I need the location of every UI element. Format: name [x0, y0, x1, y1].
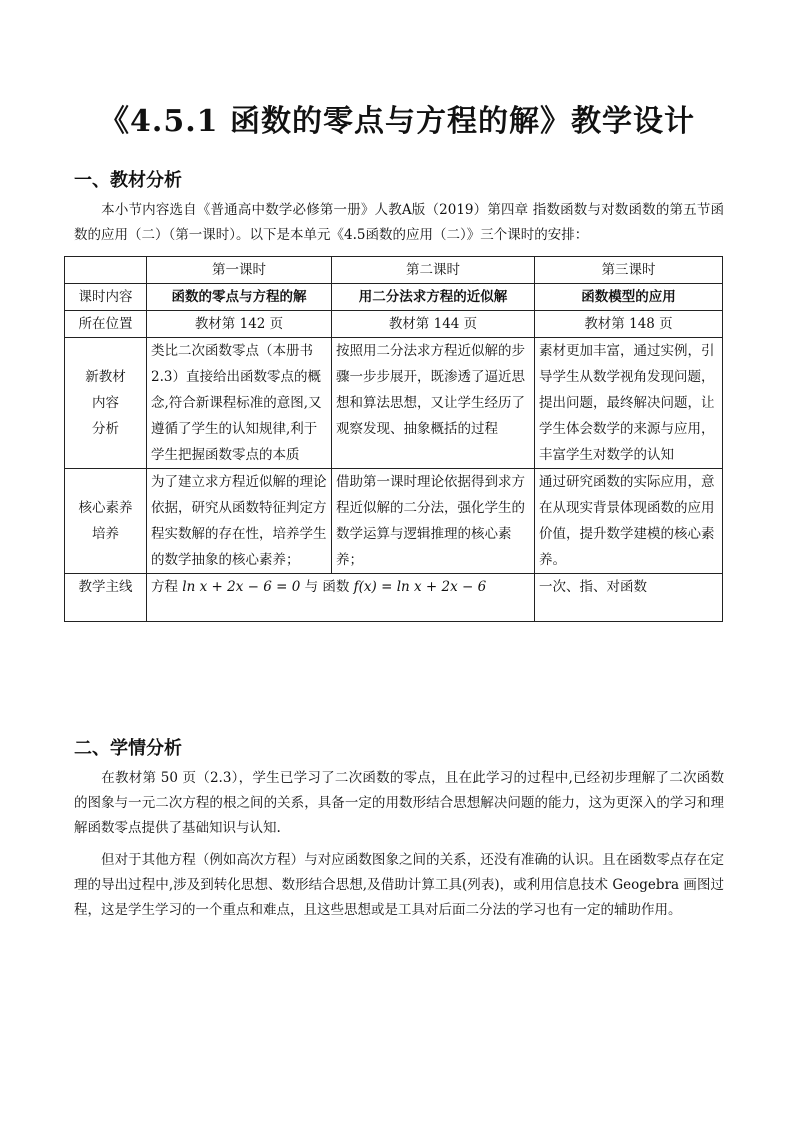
- table-cell: 用二分法求方程的近似解: [332, 284, 535, 311]
- table-cell: 借助第一课时理论依据得到求方程近似解的二分法，强化学生的数学运算与逻辑推理的核心素养；: [332, 469, 535, 574]
- paragraph-text: 在教材第 50 页（2.3），学生已学习了二次函数的零点，且在此学习的过程中,已经初步理解了二次函数的图象与一元二次方程的根之间的关系，具备一定的用数形结合思想解决问题的能力，这为更深入的学习和理解函数零点提供了基础知识与认知.: [74, 770, 724, 836]
- learning-paragraph-1: [74, 766, 724, 841]
- function-formula: f(x) = ln x + 2x − 6: [353, 579, 487, 595]
- table-cell: 函数模型的应用: [535, 284, 723, 311]
- table-header-row: [65, 257, 723, 284]
- main-line-prefix: 方程: [151, 579, 178, 595]
- document-title: 《4.5.1 函数的零点与方程的解》教学设计: [99, 104, 695, 139]
- table-row: [65, 574, 723, 622]
- row-label: [65, 338, 147, 469]
- table-header-cell: 第一课时: [147, 257, 332, 284]
- table-cell: 类比二次函数零点（本册书2.3）直接给出函数零点的概念,符合新课程标准的意图,又遵循了学生的认知规律,利于学生把握函数零点的本质: [147, 338, 332, 469]
- row-label-line: 内容: [92, 395, 119, 411]
- intro-text: 本小节内容选自《普通高中数学必修第一册》人教A版（2019）第四章 指数函数与对数函数的第五节函数的应用（二）（第一课时）。以下是本单元《4.5函数的应用（二）》三个课时的安排：: [74, 202, 724, 243]
- row-label: 所在位置: [65, 311, 147, 338]
- table-header-cell: 第二课时: [332, 257, 535, 284]
- lesson-table: [64, 256, 723, 622]
- table-cell: 函数的零点与方程的解: [147, 284, 332, 311]
- intro-paragraph: [74, 198, 724, 248]
- table-cell: 通过研究函数的实际应用，意在从现实背景体现函数的应用价值，提升数学建模的核心素养。: [535, 469, 723, 574]
- table-header-cell: [65, 257, 147, 284]
- row-label-line: 新教材: [85, 369, 126, 385]
- table-row: [65, 284, 723, 311]
- table-cell: 一次、指、对函数: [535, 574, 723, 622]
- row-label-line: 培养: [92, 526, 119, 542]
- table-row: [65, 311, 723, 338]
- table-cell: 教材第 144 页: [332, 311, 535, 338]
- table-row: [65, 469, 723, 574]
- learning-paragraph-2: [74, 848, 724, 923]
- row-label-line: 核心素养: [78, 500, 133, 516]
- main-line-mid: 与 函数: [304, 579, 350, 595]
- table-cell: 为了建立求方程近似解的理论依据，研究从函数特征判定方程实数解的存在性，培养学生的数学抽象的核心素养；: [147, 469, 332, 574]
- table-row: [65, 338, 723, 469]
- section-heading-textbook-analysis: 一、教材分析: [74, 170, 182, 191]
- table-cell: 教材第 142 页: [147, 311, 332, 338]
- paragraph-text: 但对于其他方程（例如高次方程）与对应函数图象之间的关系，还没有准确的认识。且在函数零点存在定理的导出过程中,涉及到转化思想、数形结合思想,及借助计算工具(列表)，或利用信息技术 Geogebra 画图过程，这是学生学习的一个重点和难点，且这些思想或是工具对后面二分法的学习也有一定的辅助作用。: [74, 852, 724, 918]
- row-label: [65, 469, 147, 574]
- equation: ln x + 2x − 6 = 0: [182, 579, 301, 595]
- table-cell: 按照用二分法求方程近似解的步骤一步步展开，既渗透了逼近思想和算法思想，又让学生经历了观察发现、抽象概括的过程: [332, 338, 535, 469]
- row-label-line: 分析: [92, 421, 119, 437]
- table-cell: 素材更加丰富，通过实例，引导学生从数学视角发现问题，提出问题，最终解决问题，让学生体会数学的来源与应用，丰富学生对数学的认知: [535, 338, 723, 469]
- table-header-cell: 第三课时: [535, 257, 723, 284]
- table-cell: 教材第 148 页: [535, 311, 723, 338]
- section-heading-learning-analysis: 二、学情分析: [74, 738, 182, 759]
- row-label: 课时内容: [65, 284, 147, 311]
- table-cell-main-line: [147, 574, 535, 622]
- row-label: 教学主线: [65, 574, 147, 622]
